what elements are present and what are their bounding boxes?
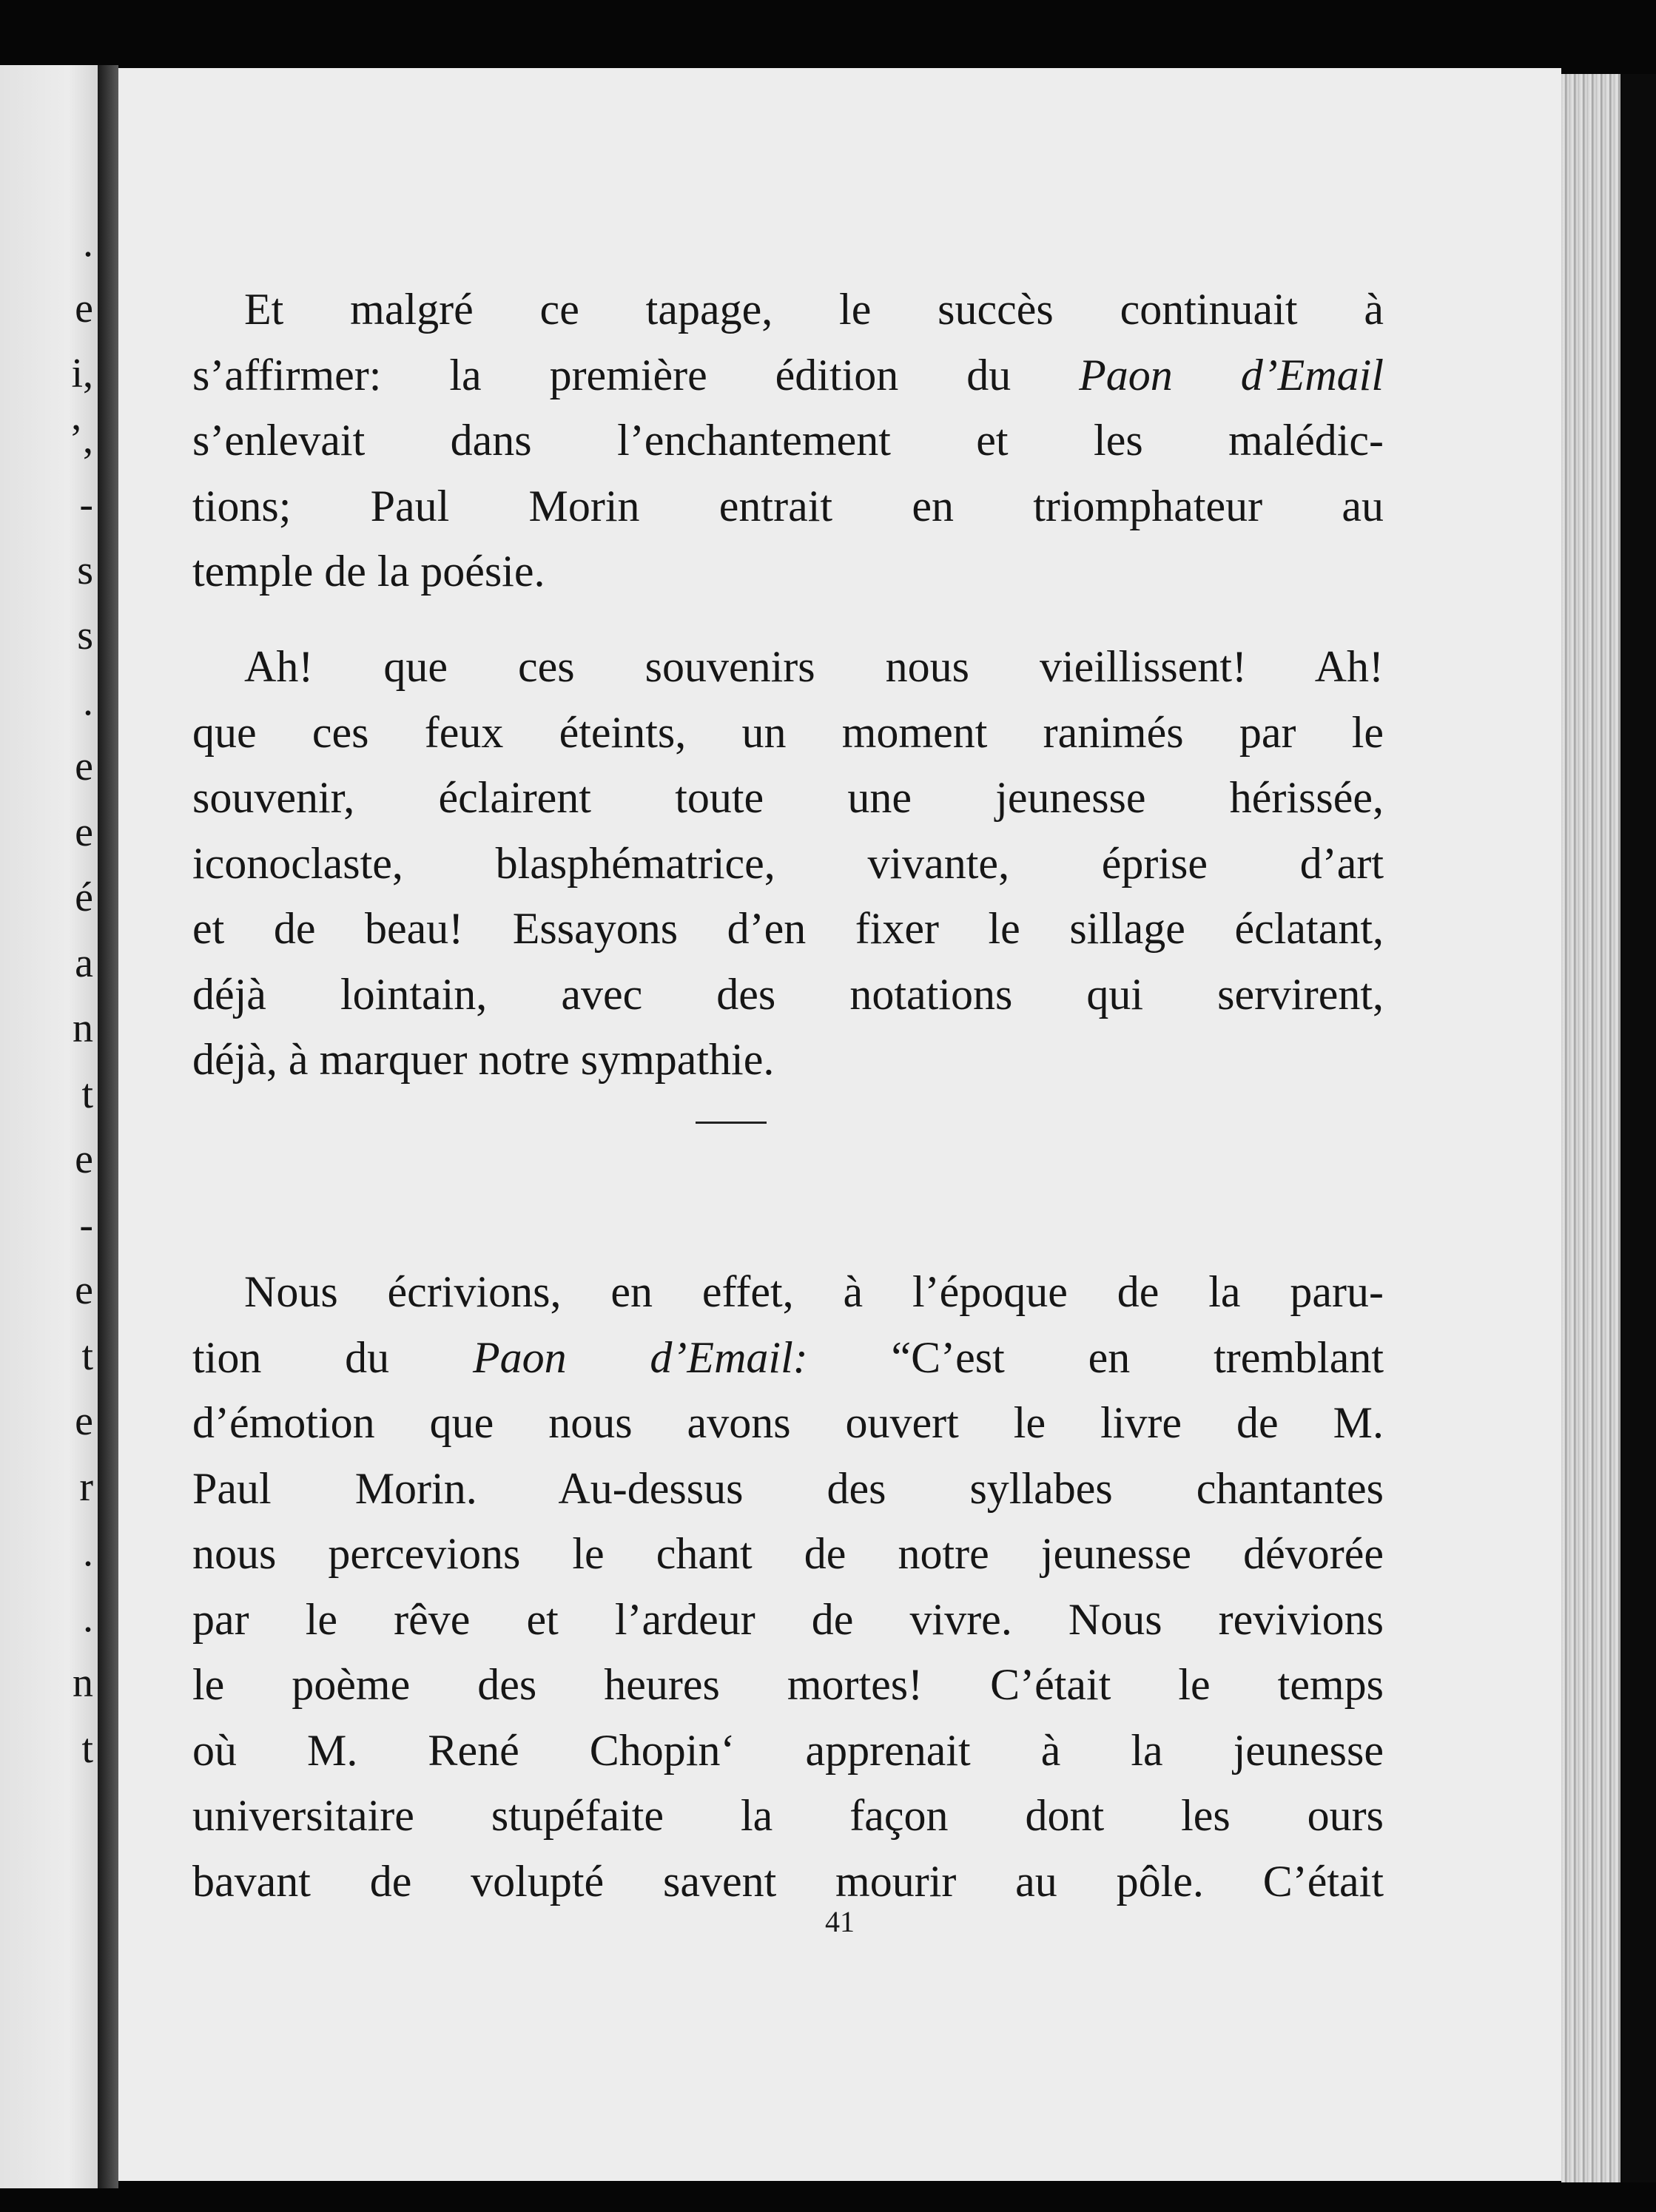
text-line: Nous écrivions, en effet, à l’époque de la paru- (244, 1267, 1384, 1316)
left-page-fragment: e (75, 743, 93, 789)
left-page-fragment: e (75, 1267, 93, 1313)
left-page-fragment: t (81, 1725, 93, 1772)
left-page-fragment: t (81, 1332, 93, 1379)
text-line: s’enlevait dans l’enchantement et les malédic- (192, 416, 1384, 465)
left-page-fragment: e (75, 809, 93, 855)
book-title: Paon d’Email: (472, 1332, 808, 1382)
left-page-fragment: . (83, 220, 93, 266)
text-line (192, 1325, 1384, 1391)
left-facing-page (0, 65, 98, 2188)
left-page-fragment: a (75, 940, 93, 986)
paragraph-2 (192, 634, 1384, 1093)
page-number: 41 (825, 1905, 855, 1938)
text-line: déjà lointain, avec des notations qui servirent, (192, 969, 1384, 1019)
text-line: le poème des heures mortes! C’était le temps (192, 1660, 1384, 1709)
text-line: déjà, à marquer notre sympathie. (192, 1035, 775, 1084)
text-line: nous percevions le chant de notre jeunesse dévorée (192, 1529, 1384, 1578)
left-page-fragment: e (75, 285, 93, 331)
left-page-fragment: - (79, 482, 93, 527)
book-gutter (98, 65, 118, 2188)
page-stack-edge (1561, 74, 1620, 2182)
left-page-fragment: t (81, 1070, 93, 1117)
left-page-fragment: é (75, 874, 93, 920)
left-page-fragment: s (77, 547, 93, 593)
text-segment: s’affirmer: la première édition du (192, 350, 1080, 399)
left-page-fragment: . (83, 1529, 93, 1575)
text-line: Et malgré ce tapage, le succès continuait à (244, 285, 1384, 334)
text-line: que ces feux éteints, un moment ranimés par le (192, 707, 1384, 757)
left-page-fragment: r (79, 1463, 93, 1510)
text-line: bavant de volupté savent mourir au pôle. C’était (192, 1856, 1384, 1906)
text-line: tions; Paul Morin entrait en triomphateur au (192, 481, 1384, 530)
left-page-fragment: e (75, 1398, 93, 1444)
text-line: par le rêve et l’ardeur de vivre. Nous revivions (192, 1594, 1384, 1644)
book-title: Paon d’Email (1079, 350, 1384, 399)
book-page (118, 68, 1561, 2181)
text-line: Paul Morin. Au-dessus des syllabes chantantes (192, 1463, 1384, 1513)
text-line: où M. René Chopin‘ apprenait à la jeunesse (192, 1725, 1384, 1775)
text-line: temple de la poésie. (192, 547, 545, 596)
left-page-fragment: . (83, 678, 93, 724)
text-line: et de beau! Essayons d’en fixer le sillage éclatant, (192, 904, 1384, 953)
section-separator (696, 1122, 767, 1124)
text-line: d’émotion que nous avons ouvert le livre de M. (192, 1398, 1384, 1447)
text-segment: tion du (192, 1332, 473, 1382)
text-line (192, 343, 1384, 408)
scan-border (1620, 74, 1656, 2182)
text-segment: “C’est en tremblant (807, 1332, 1384, 1382)
left-page-fragment: i, (71, 351, 93, 397)
paragraph-3 (192, 1259, 1384, 1914)
left-page-fragment: - (79, 1201, 93, 1248)
left-page-fragment: ’, (69, 416, 93, 462)
text-line: iconoclaste, blasphématrice, vivante, éprise d’art (192, 838, 1384, 888)
text-line: Ah! que ces souvenirs nous vieillissent! Ah! (244, 642, 1384, 691)
paragraph-1 (192, 277, 1384, 604)
left-page-fragment: . (83, 1594, 93, 1641)
text-line: universitaire stupéfaite la façon dont les ours (192, 1791, 1384, 1840)
left-page-fragment: s (77, 613, 93, 658)
left-page-fragment: n (73, 1005, 93, 1051)
left-page-fragment: n (73, 1660, 93, 1706)
text-line: souvenir, éclairent toute une jeunesse hérissée, (192, 773, 1384, 822)
left-page-fragment: e (75, 1136, 93, 1182)
